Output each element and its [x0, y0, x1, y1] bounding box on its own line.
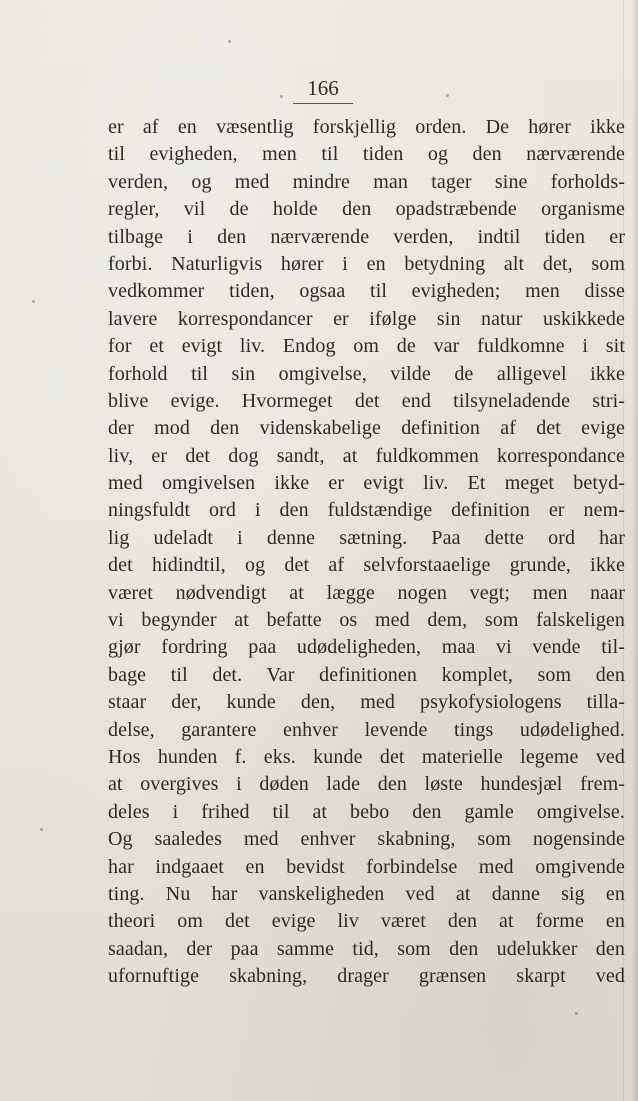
- text-line: deles i frihed til at bebo den gamle omgivelse.: [108, 800, 625, 823]
- paper-speck: [40, 828, 43, 831]
- text-line: delse, garantere enhver levende tings udødelighed.: [108, 718, 625, 741]
- text-line: lig udeladt i denne sætning. Paa dette ord har: [108, 526, 625, 549]
- text-line: for et evigt liv. Endog om de var fuldkomne i sit: [108, 335, 625, 358]
- text-line: har indgaaet en bevidst forbindelse med omgivende: [108, 855, 625, 878]
- page-number-header: [0, 76, 638, 104]
- text-line: ting. Nu har vanskeligheden ved at danne sig en: [108, 882, 625, 905]
- text-line: forbi. Naturligvis hører i en betydning alt det, som: [108, 252, 625, 275]
- text-line: bage til det. Var definitionen komplet, som den: [108, 663, 625, 686]
- body-text: [108, 114, 625, 991]
- text-line: er af en væsentlig forskjellig orden. De hører ikke: [108, 116, 625, 138]
- text-line: forhold til sin omgivelse, vilde de alligevel ikke: [108, 362, 625, 385]
- text-line: verden, og med mindre man tager sine forholds-: [108, 170, 625, 193]
- page-number: 166: [293, 76, 353, 104]
- text-line: regler, vil de holde den opadstræbende organisme: [108, 198, 625, 221]
- paper-speck: [32, 300, 35, 303]
- text-line: Og saaledes med enhver skabning, som nogensinde: [108, 828, 625, 851]
- paper-speck: [575, 1012, 578, 1015]
- text-line: lavere korrespondancer er ifølge sin natur uskikkede: [108, 307, 625, 330]
- text-line: staar der, kunde den, med psykofysiologens tilla-: [108, 691, 625, 714]
- text-line: været nødvendigt at lægge nogen vegt; men naar: [108, 581, 625, 604]
- text-line: ningsfuldt ord i den fuldstændige definition er nem-: [108, 499, 625, 522]
- text-line: liv, er det dog sandt, at fuldkommen korrespondance: [108, 444, 625, 467]
- text-line: gjør fordring paa udødeligheden, maa vi vende til-: [108, 636, 625, 659]
- text-line: ufornuftige skabning, drager grænsen skarpt ved: [108, 965, 625, 988]
- text-line: blive evige. Hvormeget det end tilsyneladende stri-: [108, 389, 625, 412]
- paper-speck: [228, 40, 231, 43]
- text-line: til evigheden, men til tiden og den nærværende: [108, 143, 625, 166]
- text-line: theori om det evige liv været den at forme en: [108, 910, 625, 933]
- text-line: saadan, der paa samme tid, som den udelukker den: [108, 937, 625, 960]
- text-line: med omgivelsen ikke er evigt liv. Et meget betyd-: [108, 472, 625, 495]
- page-edge-shadow: [632, 0, 638, 1101]
- text-line: det hidindtil, og det af selvforstaaelige grunde, ikke: [108, 554, 625, 577]
- text-line: tilbage i den nærværende verden, indtil tiden er: [108, 225, 625, 248]
- text-line: vedkommer tiden, ogsaa til evigheden; men disse: [108, 280, 625, 303]
- text-line: Hos hunden f. eks. kunde det materielle legeme ved: [108, 745, 625, 768]
- text-line: at overgives i døden lade den løste hundesjæl frem-: [108, 773, 625, 796]
- text-line: der mod den videnskabelige definition af det evige: [108, 417, 625, 440]
- text-line: vi begynder at befatte os med dem, som falskeligen: [108, 609, 625, 632]
